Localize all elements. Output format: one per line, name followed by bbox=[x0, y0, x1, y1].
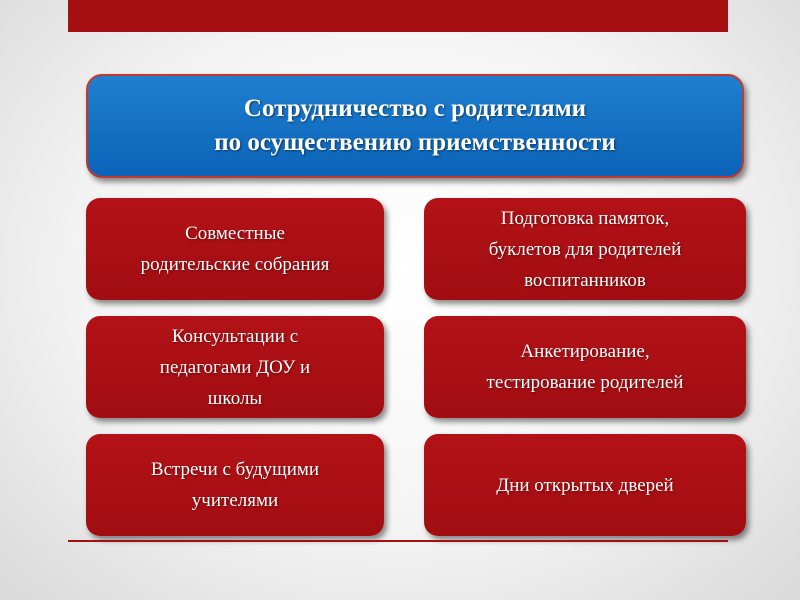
title-line-1: Сотрудничество с родителями bbox=[243, 95, 587, 122]
title-box bbox=[86, 74, 744, 178]
item-consultations: Консультации с педагогами ДОУ и школы bbox=[86, 316, 384, 418]
item-teacher-meetings: Встречи с будущими учителями bbox=[86, 434, 384, 536]
item-joint-meetings: Совместные родительские собрания bbox=[86, 198, 384, 300]
bottom-divider bbox=[68, 540, 728, 542]
item-open-days: Дни открытых дверей bbox=[424, 434, 746, 536]
item-surveys: Анкетирование, тестирование родителей bbox=[424, 316, 746, 418]
top-banner bbox=[68, 0, 728, 32]
item-memos-booklets: Подготовка памяток, буклетов для родителей воспитанников bbox=[424, 198, 746, 300]
title-line-2: по осуществению приемственности bbox=[214, 129, 616, 156]
